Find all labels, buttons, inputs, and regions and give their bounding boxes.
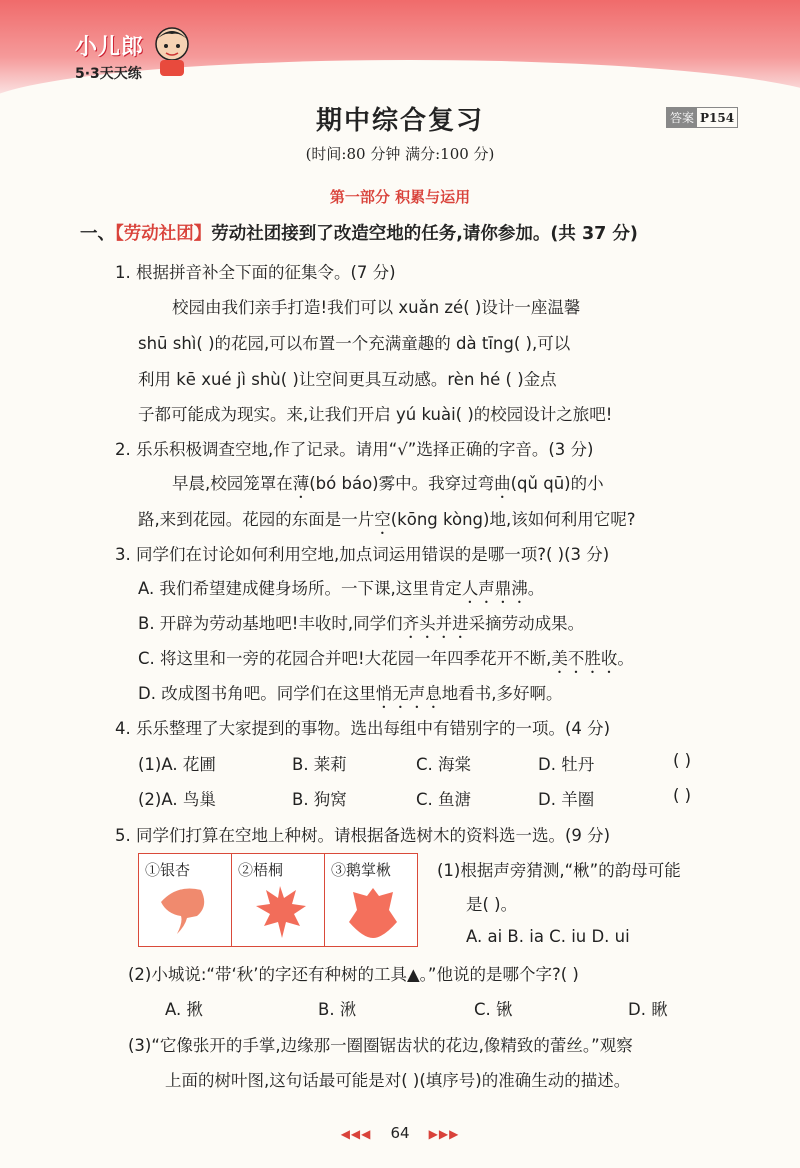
q1-line-2: shū shì( )的花园,可以布置一个充满童趣的 dà tīng( ),可以 [138, 334, 571, 353]
page-title: 期中综合复习 [315, 106, 484, 136]
pinyin: yú kuài [396, 405, 456, 424]
q3-heading: 3. 同学们在讨论如何利用空地,加点词运用错误的是哪一项?( )(3 分) [115, 545, 610, 564]
q5-sub1-line-1: (1)根据声旁猜测,“楸”的韵母可能 [437, 861, 681, 880]
q3-option-d: D. 改成图书角吧。同学们在这里悄无声息地看书,多好啊。 [138, 684, 563, 703]
logo-brand: 小儿郎 [75, 35, 145, 60]
q5-sub3-line-1: (3)“它像张开的手掌,边缘那一圈圈锯齿状的花边,像精致的蕾丝。”观察 [128, 1036, 633, 1055]
part-heading: 第一部分 积累与运用 [329, 188, 471, 206]
section-number: 一、 [80, 224, 115, 244]
dotted-phrase: 齐头并进 [402, 614, 469, 633]
q5-sub2-option: A. 揪 [165, 1000, 203, 1019]
dotted-phrase: 人声鼎沸 [461, 579, 528, 598]
answer-ref-badge [666, 107, 738, 128]
q3-option-c: C. 将这里和一旁的花园合并吧!大花园一年四季花开不断,美不胜收。 [138, 649, 634, 668]
leaf-tulip-tree: ③鹅掌楸 [325, 854, 417, 946]
q5-sub2: (2)小城说:“带‘秋’的字还有种树的工具▲。”他说的是哪个字?( ) [128, 965, 579, 984]
section-heading [80, 220, 638, 245]
logo-series: 5·3天天练 [75, 66, 142, 82]
q1-line-1: 校园由我们亲手打造!我们可以 xuǎn zé( )设计一座温馨 [172, 298, 581, 317]
pinyin: kē xué jì shù [176, 370, 281, 389]
section-text: 劳动社团接到了改造空地的任务,请你参加。(共 37 分) [211, 224, 638, 244]
q5-heading: 5. 同学们打算在空地上种树。请根据备选树木的资料选一选。(9 分) [115, 826, 611, 845]
q2-line-2: 路,来到花园。花园的东面是一片空(kōng kòng)地,该如何利用它呢? [138, 510, 636, 529]
pinyin: xuǎn zé [398, 298, 464, 317]
exam-info: (时间:80 分钟 满分:100 分) [305, 145, 495, 163]
q5-sub1-line-2: 是( )。 [466, 895, 518, 914]
q5-sub2-option: B. 湫 [318, 1000, 357, 1019]
section-tag: 【劳动社团】 [115, 224, 212, 244]
q3-option-b: B. 开辟为劳动基地吧!丰收时,同学们齐头并进采摘劳动成果。 [138, 614, 585, 633]
pinyin: dà tīng [456, 334, 514, 353]
logo [75, 30, 144, 83]
tulip-leaf-icon [343, 882, 403, 942]
dotted-char: 曲 [494, 474, 511, 493]
prev-arrows-icon: ◀◀◀ [340, 1127, 372, 1141]
leaf-images [138, 853, 418, 947]
dotted-char: 空 [374, 510, 391, 529]
dotted-phrase: 美不胜收 [551, 649, 618, 668]
q2-heading: 2. 乐乐积极调查空地,作了记录。请用“√”选择正确的字音。(3 分) [115, 440, 594, 459]
q5-sub3-line-2: 上面的树叶图,这句话最可能是对( )(填序号)的准确生动的描述。 [165, 1071, 631, 1090]
answer-page: P154 [700, 111, 735, 125]
maple-leaf-icon [250, 882, 310, 942]
leaf-ginkgo: ①银杏 [139, 854, 232, 946]
q5-sub2-option: D. 瞅 [628, 1000, 668, 1019]
dotted-phrase: 悄无声息 [375, 684, 442, 703]
q4-row: (2)A. 鸟巢 B. 狗窝 C. 鱼溏 D. 羊圈 ( ) [138, 786, 692, 809]
q4-heading: 4. 乐乐整理了大家提到的事物。选出每组中有错别字的一项。(4 分) [115, 719, 611, 738]
q1-line-3: 利用 kē xué jì shù( )让空间更具互动感。rèn hé ( )金点 [138, 370, 557, 389]
mascot-icon [150, 24, 194, 78]
q1-line-4: 子都可能成为现实。来,让我们开启 yú kuài( )的校园设计之旅吧! [138, 405, 613, 424]
q2-line-1: 早晨,校园笼罩在薄(bó báo)雾中。我穿过弯曲(qǔ qū)的小 [172, 474, 604, 493]
pinyin: rèn hé [447, 370, 501, 389]
ginkgo-leaf-icon [157, 882, 213, 938]
pinyin: shū shì [138, 334, 197, 353]
q1-heading: 1. 根据拼音补全下面的征集令。(7 分) [115, 263, 396, 282]
q3-option-a: A. 我们希望建成健身场所。一下课,这里肯定人声鼎沸。 [138, 579, 545, 598]
page-footer [0, 1124, 800, 1142]
q5-sub2-option: C. 锹 [474, 1000, 513, 1019]
answer-label: 答案 [667, 108, 697, 127]
q4-row: (1)A. 花圃 B. 莱莉 C. 海棠 D. 牡丹 ( ) [138, 751, 692, 774]
q5-sub1-options: A. ai B. ia C. iu D. ui [466, 927, 630, 946]
dotted-char: 薄 [292, 474, 310, 493]
page-number: 64 [390, 1124, 410, 1142]
next-arrows-icon: ▶▶▶ [428, 1127, 460, 1141]
leaf-wutong: ②梧桐 [232, 854, 325, 946]
